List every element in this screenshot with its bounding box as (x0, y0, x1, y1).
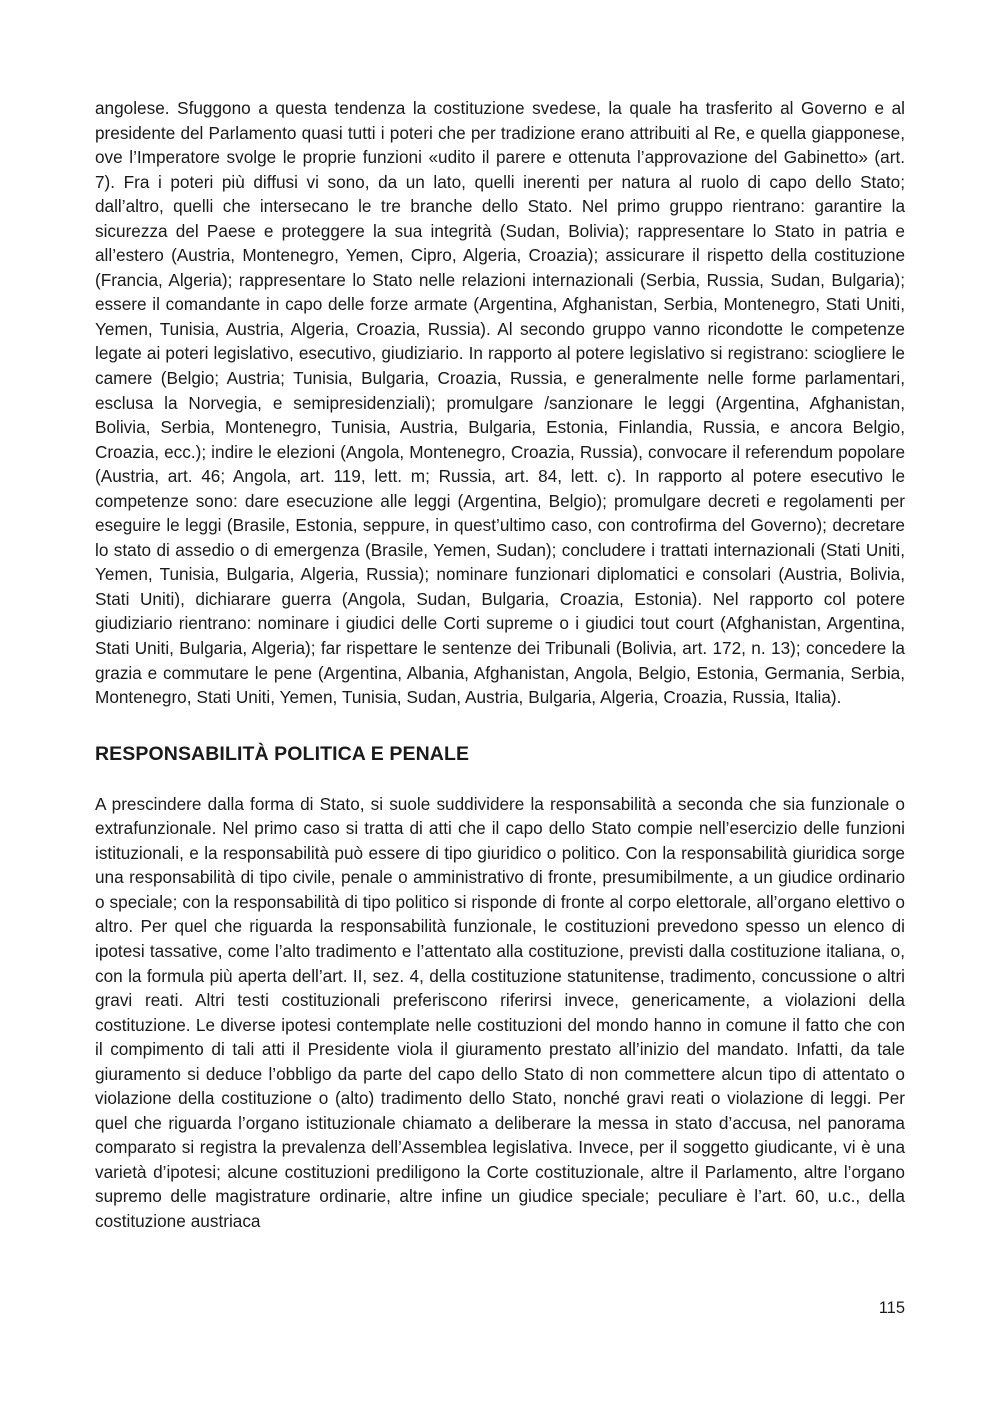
body-paragraph-2: A prescindere dalla forma di Stato, si suole suddividere la responsabilità a seconda che sia funzionale o extrafunzionale. Nel primo caso si tratta di atti che il capo dello Stato compie nell’esercizio delle funzioni istituzionali, e la responsabilità può essere di tipo giuridico o politico. Con la responsabilità giuridica sorge una responsabilità di tipo civile, penale o amministrativo di fronte, presumibilmente, a un giudice ordinario o speciale; con la responsabilità di tipo politico si risponde di fronte al corpo elettorale, all’organo elettivo o altro. Per quel che riguarda la responsabilità funzionale, le costituzioni prevedono spesso un elenco di ipotesi tassative, come l’alto tradimento e l’attentato alla costituzione, previsti dalla costituzione italiana, o, con la formula più aperta dell’art. II, sez. 4, della costituzione statunitense, tradimento, concussione o altri gravi reati. Altri testi costituzionali preferiscono riferirsi invece, genericamente, a violazioni della costituzione. Le diverse ipotesi contemplate nelle costituzioni del mondo hanno in comune il fatto che con il compimento di tali atti il Presidente viola il giuramento prestato all’inizio del mandato. Infatti, da tale giuramento si deduce l’obbligo da parte del capo dello Stato di non commettere alcun tipo di attentato o violazione della costituzione o (alto) tradimento dello Stato, nonché gravi reati o violazione di leggi. Per quel che riguarda l’organo istituzionale chiamato a deliberare la messa in stato d’accusa, nel panorama comparato si registra la prevalenza dell’Assemblea legislativa. Invece, per il soggetto giudicante, vi è una varietà d’ipotesi; alcune costituzioni prediligono la Corte costituzionale, altre il Parlamento, altre l’organo supremo delle magistrature ordinarie, altre infine un giudice speciale; peculiare è l’art. 60, u.c., della costituzione austriaca (95, 793, 905, 1231)
section-heading: RESPONSABILITÀ POLITICA E PENALE (95, 742, 470, 765)
page-number: 115 (878, 1299, 905, 1317)
page-body (95, 96, 905, 1234)
body-paragraph-1: angolese. Sfuggono a questa tendenza la costituzione svedese, la quale ha trasferito al Governo e al presidente del Parlamento quasi tutti i poteri che per tradizione erano attribuiti al Re, e quella giapponese, ove l’Imperatore svolge le proprie funzioni «udito il parere e ottenuta l’approvazione del Gabinetto» (art. 7). Fra i poteri più diffusi vi sono, da un lato, quelli inerenti per natura al ruolo di capo dello Stato; dall’altro, quelli che intersecano le tre branche dello Stato. Nel primo gruppo rientrano: garantire la sicurezza del Paese e proteggere la sua integrità (Sudan, Bolivia); rappresentare lo Stato in patria e all’estero (Austria, Montenegro, Yemen, Cipro, Algeria, Croazia); assicurare il rispetto della costituzione (Francia, Algeria); rappresentare lo Stato nelle relazioni internazionali (Serbia, Russia, Sudan, Bulgaria); essere il comandante in capo delle forze armate (Argentina, Afghanistan, Serbia, Montenegro, Stati Uniti, Yemen, Tunisia, Austria, Algeria, Croazia, Russia). Al secondo gruppo vanno ricondotte le competenze legate ai poteri legislativo, esecutivo, giudiziario. In rapporto al potere legislativo si registrano: sciogliere le camere (Belgio; Austria; Tunisia, Bulgaria, Croazia, Russia, e generalmente nelle forme parlamentari, esclusa la Norvegia, e semipresidenziali); promulgare /sanzionare le leggi (Argentina, Afghanistan, Bolivia, Serbia, Montenegro, Tunisia, Austria, Bulgaria, Estonia, Finlandia, Russia, e ancora Belgio, Croazia, ecc.); indire le elezioni (Angola, Montenegro, Croazia, Russia), convocare il referendum popolare (Austria, art. 46; Angola, art. 119, lett. m; Russia, art. 84, lett. c). In rapporto al potere esecutivo le competenze sono: dare esecuzione alle leggi (Argentina, Belgio); promulgare decreti e regolamenti per eseguire le leggi (Brasile, Estonia, seppure, in quest’ultimo caso, con controfirma del Governo); decretare lo stato di assedio o di emergenza (Brasile, Yemen, Sudan); concludere i trattati internazionali (Stati Uniti, Yemen, Tunisia, Bulgaria, Algeria, Russia); nominare funzionari diplomatici e consolari (Austria, Bolivia, Stati Uniti), dichiarare guerra (Angola, Sudan, Bulgaria, Croazia, Estonia). Nel rapporto col potere giudiziario rientrano: nominare i giudici delle Corti supreme o i giudici tout court (Afghanistan, Argentina, Stati Uniti, Bulgaria, Algeria); far rispettare le sentenze dei Tribunali (Bolivia, art. 172, n. 13); concedere la grazia e commutare le pene (Argentina, Albania, Afghanistan, Angola, Belgio, Estonia, Germania, Serbia, Montenegro, Stati Uniti, Yemen, Tunisia, Sudan, Austria, Bulgaria, Algeria, Croazia, Russia, Italia). (95, 98, 905, 708)
